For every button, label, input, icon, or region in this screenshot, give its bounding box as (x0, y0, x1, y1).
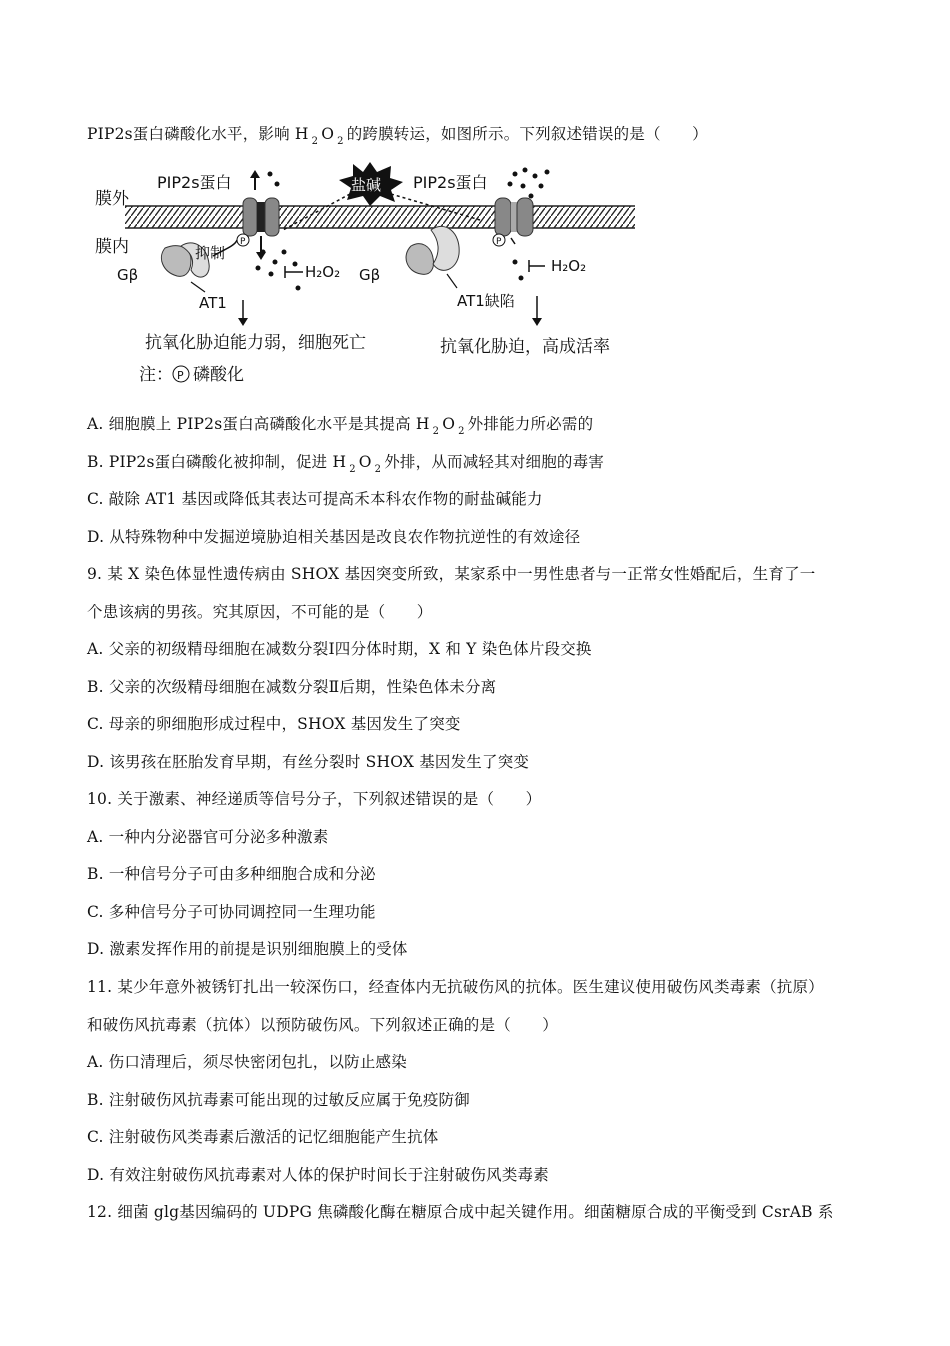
inhibit-label: 抑制 (195, 244, 226, 262)
gbeta-right (406, 244, 433, 275)
q10-option-c: C. 多种信号分子可协同调控同一生理功能 (87, 903, 376, 921)
q11-option-c: C. 注射破伤风类毒素后激活的记忆细胞能产生抗体 (87, 1128, 439, 1146)
q12-stem: 12. 细菌 glg基因编码的 UDPG 焦磷酸化酶在糖原合成中起关键作用。细菌糖原合成的平衡受到 CsrAB 系 (87, 1203, 834, 1221)
gbeta-label-right: Gβ (359, 266, 381, 284)
result-right: 抗氧化胁迫，高成活率 (440, 337, 610, 357)
membrane-diagram (95, 160, 640, 390)
q11-option-b: B. 注射破伤风抗毒素可能出现的过敏反应属于免疫防御 (87, 1091, 470, 1109)
note-text: 磷酸化 (193, 365, 244, 385)
pip2s-label-left: PIP2s蛋白 (157, 173, 232, 192)
q10-stem: 10. 关于激素、神经递质等信号分子，下列叙述错误的是（ ） (87, 790, 542, 808)
pip2s-channel-left (243, 198, 279, 236)
h2o2-label-right: H₂O₂ (551, 257, 587, 275)
q11-option-d: D. 有效注射破伤风抗毒素对人体的保护时间长于注射破伤风类毒素 (87, 1166, 549, 1184)
q11-stem-2: 和破伤风抗毒素（抗体）以预防破伤风。下列叙述正确的是（ ） (87, 1016, 559, 1034)
result-left: 抗氧化胁迫能力弱，细胞死亡 (145, 333, 366, 353)
at1-defect-label: AT1缺陷 (457, 292, 515, 310)
svg-text:P: P (496, 237, 502, 247)
at1-label-left: AT1 (199, 294, 227, 312)
pip2s-label-right: PIP2s蛋白 (413, 173, 488, 192)
q9-option-a: A. 父亲的初级精母细胞在减数分裂Ⅰ四分体时期，X 和 Y 染色体片段交换 (87, 640, 592, 658)
q8-option-c: C. 敲除 AT1 基因或降低其表达可提高禾本科农作物的耐盐碱能力 (87, 490, 543, 508)
at1-right (431, 226, 459, 270)
q11-stem-1: 11. 某少年意外被锈钉扎出一较深伤口，经查体内无抗破伤风的抗体。医生建议使用破伤风类毒素（抗原） (87, 978, 824, 996)
q10-option-a: A. 一种内分泌器官可分泌多种激素 (87, 828, 329, 846)
question-8-intro: PIP2s蛋白磷酸化水平，影响 H $_2$ O $_2$ 的跨膜转运，如图所示。下列叙述错误的是（ ） (87, 125, 708, 147)
q10-option-b: B. 一种信号分子可由多种细胞合成和分泌 (87, 865, 376, 883)
gbeta-label-left: Gβ (117, 266, 139, 284)
q9-stem-2: 个患该病的男孩。究其原因，不可能的是（ ） (87, 603, 433, 621)
salt-alkali-label: 盐碱 (351, 176, 382, 194)
figure-note: 注： (139, 365, 173, 385)
svg-text:P: P (240, 237, 246, 247)
q8-option-d: D. 从特殊物种中发掘逆境胁迫相关基因是改良农作物抗逆性的有效途径 (87, 528, 581, 546)
q8-option-b: B. PIP2s蛋白磷酸化被抑制，促进 H $_2$ O $_2$ 外排，从而减轻其对细胞的毒害 (87, 453, 605, 475)
q9-option-b: B. 父亲的次级精母细胞在减数分裂Ⅱ后期，性染色体未分离 (87, 678, 497, 696)
cell-membrane (125, 206, 635, 228)
h2o2-label-left: H₂O₂ (305, 263, 341, 281)
q8-option-a: A. 细胞膜上 PIP2s蛋白高磷酸化水平是其提高 H $_2$ O $_2$ 外排能力所必需的 (87, 415, 594, 437)
q9-option-d: D. 该男孩在胚胎发育早期，有丝分裂时 SHOX 基因发生了突变 (87, 753, 530, 771)
q9-option-c: C. 母亲的卵细胞形成过程中，SHOX 基因发生了突变 (87, 715, 461, 733)
pip2s-channel-right (495, 198, 533, 236)
inside-label: 膜内 (95, 237, 129, 257)
q10-option-d: D. 激素发挥作用的前提是识别细胞膜上的受体 (87, 940, 408, 958)
outside-label: 膜外 (95, 189, 129, 209)
q9-stem-1: 9. 某 X 染色体显性遗传病由 SHOX 基因突变所致，某家系中一男性患者与一正常女性婚配后，生育了一 (87, 565, 816, 583)
q11-option-a: A. 伤口清理后，须尽快密闭包扎，以防止感染 (87, 1053, 407, 1071)
svg-text:P: P (177, 369, 184, 382)
